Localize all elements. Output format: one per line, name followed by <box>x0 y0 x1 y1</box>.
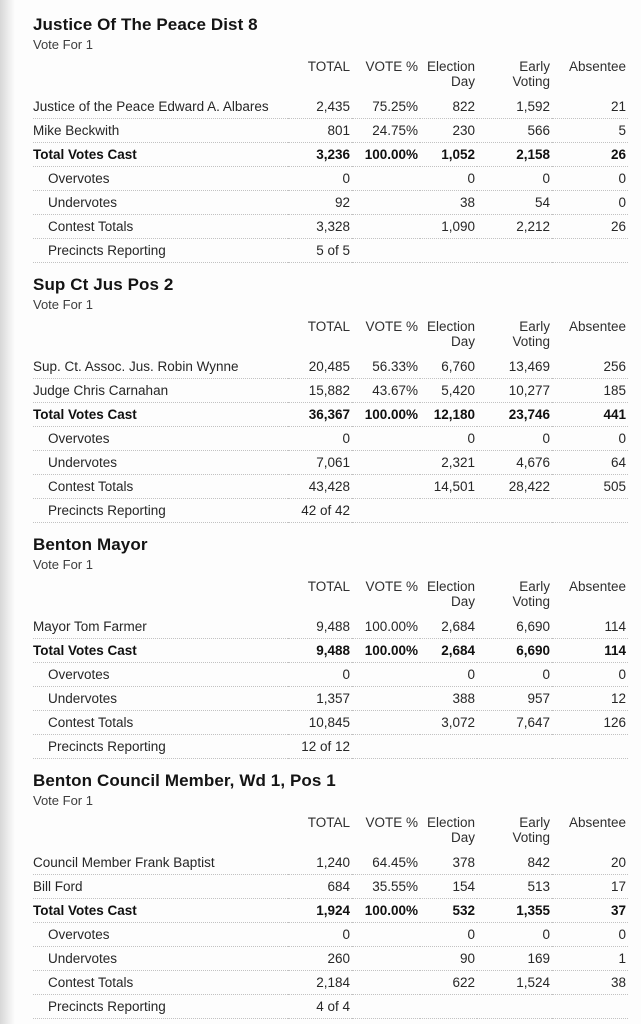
value-election-day: 0 <box>420 167 477 191</box>
value-election-day: 90 <box>420 947 477 971</box>
column-header-absentee <box>552 317 628 355</box>
value-election-day: 822 <box>420 95 477 119</box>
value-vote-pct <box>352 191 420 215</box>
value-early-voting: 2,158 <box>477 143 552 167</box>
value-election-day: 12,180 <box>420 403 477 427</box>
column-header-total <box>288 57 352 95</box>
value-vote-pct: 35.55% <box>352 875 420 899</box>
value-election-day: 0 <box>420 923 477 947</box>
column-header-line1: Early <box>519 59 550 74</box>
table-row <box>33 947 628 971</box>
value-early-voting <box>477 239 552 263</box>
value-absentee: 26 <box>552 143 628 167</box>
table-row <box>33 451 628 475</box>
column-header-line1: Early <box>519 815 550 830</box>
row-label: Justice of the Peace Edward A. Albares <box>33 95 288 119</box>
value-early-voting: 842 <box>477 851 552 875</box>
value-total: 0 <box>288 923 352 947</box>
value-absentee: 441 <box>552 403 628 427</box>
row-label: Sup. Ct. Assoc. Jus. Robin Wynne <box>33 355 288 379</box>
table-row <box>33 663 628 687</box>
value-vote-pct <box>352 215 420 239</box>
value-early-voting: 1,524 <box>477 971 552 995</box>
table-row <box>33 499 628 523</box>
row-label: Contest Totals <box>33 971 288 995</box>
value-total: 4 of 4 <box>288 995 352 1019</box>
value-early-voting: 10,277 <box>477 379 552 403</box>
value-election-day <box>420 239 477 263</box>
value-absentee: 17 <box>552 875 628 899</box>
value-election-day: 3,072 <box>420 711 477 735</box>
value-vote-pct <box>352 971 420 995</box>
column-header-early-voting <box>477 813 552 851</box>
scan-edge-shading <box>0 0 15 1024</box>
column-header-line2: Day <box>450 74 475 89</box>
value-absentee: 38 <box>552 971 628 995</box>
column-header-election-day <box>420 57 477 95</box>
value-election-day: 2,321 <box>420 451 477 475</box>
value-vote-pct <box>352 711 420 735</box>
value-early-voting: 169 <box>477 947 552 971</box>
value-election-day: 0 <box>420 427 477 451</box>
value-vote-pct: 56.33% <box>352 355 420 379</box>
row-label: Overvotes <box>33 167 288 191</box>
value-vote-pct <box>352 663 420 687</box>
value-early-voting: 957 <box>477 687 552 711</box>
row-label-column-header <box>33 57 288 95</box>
value-total: 5 of 5 <box>288 239 352 263</box>
value-total: 3,328 <box>288 215 352 239</box>
value-early-voting: 13,469 <box>477 355 552 379</box>
value-election-day: 0 <box>420 663 477 687</box>
value-total: 20,485 <box>288 355 352 379</box>
table-row <box>33 875 628 899</box>
value-election-day: 2,684 <box>420 615 477 639</box>
column-header-line1: TOTAL <box>307 59 350 74</box>
value-early-voting: 1,592 <box>477 95 552 119</box>
value-absentee: 505 <box>552 475 628 499</box>
value-election-day <box>420 995 477 1019</box>
value-total: 684 <box>288 875 352 899</box>
value-total: 0 <box>288 427 352 451</box>
column-header-row <box>33 57 628 95</box>
table-row <box>33 687 628 711</box>
vote-for-label: Vote For 1 <box>33 297 93 312</box>
table-row <box>33 355 628 379</box>
column-header-line1: TOTAL <box>307 319 350 334</box>
table-row <box>33 427 628 451</box>
column-header-line1: Election <box>426 579 475 594</box>
row-label: Total Votes Cast <box>33 639 288 663</box>
value-vote-pct <box>352 475 420 499</box>
value-vote-pct <box>352 947 420 971</box>
column-header-line1: Election <box>426 319 475 334</box>
contest-sections <box>33 15 628 1019</box>
vote-for-label: Vote For 1 <box>33 793 93 808</box>
value-election-day: 1,052 <box>420 143 477 167</box>
table-row <box>33 615 628 639</box>
row-label: Overvotes <box>33 663 288 687</box>
value-absentee: 0 <box>552 663 628 687</box>
value-vote-pct: 100.00% <box>352 899 420 923</box>
column-header-election-day <box>420 577 477 615</box>
row-label: Contest Totals <box>33 475 288 499</box>
value-total: 3,236 <box>288 143 352 167</box>
column-header-absentee <box>552 577 628 615</box>
table-row <box>33 995 628 1019</box>
value-total: 2,184 <box>288 971 352 995</box>
value-election-day: 230 <box>420 119 477 143</box>
value-total: 36,367 <box>288 403 352 427</box>
row-label: Undervotes <box>33 451 288 475</box>
value-total: 0 <box>288 663 352 687</box>
table-row <box>33 95 628 119</box>
row-label: Precincts Reporting <box>33 995 288 1019</box>
value-early-voting: 1,355 <box>477 899 552 923</box>
table-row <box>33 191 628 215</box>
row-label-column-header <box>33 813 288 851</box>
table-row <box>33 923 628 947</box>
contest-section <box>33 535 628 759</box>
value-total: 9,488 <box>288 615 352 639</box>
value-total: 0 <box>288 167 352 191</box>
value-election-day <box>420 735 477 759</box>
row-label: Mike Beckwith <box>33 119 288 143</box>
column-header-line2: Voting <box>512 594 550 609</box>
value-absentee: 126 <box>552 711 628 735</box>
row-label: Contest Totals <box>33 711 288 735</box>
table-row <box>33 851 628 875</box>
column-header-total <box>288 317 352 355</box>
table-row <box>33 239 628 263</box>
column-header-line1: Absentee <box>568 815 626 830</box>
value-early-voting <box>477 499 552 523</box>
table-row <box>33 899 628 923</box>
column-header-early-voting <box>477 577 552 615</box>
value-election-day: 532 <box>420 899 477 923</box>
contest-section <box>33 275 628 523</box>
value-early-voting: 513 <box>477 875 552 899</box>
value-vote-pct <box>352 167 420 191</box>
contest-title: Sup Ct Jus Pos 2 <box>33 275 174 294</box>
row-label: Total Votes Cast <box>33 143 288 167</box>
value-election-day: 6,760 <box>420 355 477 379</box>
table-row <box>33 711 628 735</box>
column-header-row <box>33 317 628 355</box>
column-header-vote-pct <box>352 577 420 615</box>
value-election-day: 5,420 <box>420 379 477 403</box>
column-header-absentee <box>552 813 628 851</box>
row-label: Contest Totals <box>33 215 288 239</box>
value-absentee: 256 <box>552 355 628 379</box>
value-vote-pct <box>352 995 420 1019</box>
value-vote-pct <box>352 687 420 711</box>
value-election-day: 2,684 <box>420 639 477 663</box>
row-label: Mayor Tom Farmer <box>33 615 288 639</box>
column-header-line2: Voting <box>512 830 550 845</box>
results-table <box>33 813 628 1019</box>
table-row <box>33 119 628 143</box>
column-header-line2: Voting <box>512 334 550 349</box>
value-early-voting: 4,676 <box>477 451 552 475</box>
value-absentee: 1 <box>552 947 628 971</box>
table-row <box>33 379 628 403</box>
value-absentee: 5 <box>552 119 628 143</box>
row-label: Undervotes <box>33 191 288 215</box>
row-label: Undervotes <box>33 687 288 711</box>
value-early-voting: 0 <box>477 923 552 947</box>
contest-section <box>33 771 628 1019</box>
value-vote-pct <box>352 735 420 759</box>
row-label-column-header <box>33 577 288 615</box>
table-row <box>33 403 628 427</box>
table-row <box>33 475 628 499</box>
value-total: 1,924 <box>288 899 352 923</box>
column-header-line1: Absentee <box>568 59 626 74</box>
column-header-line1: VOTE % <box>365 319 418 334</box>
value-early-voting: 28,422 <box>477 475 552 499</box>
column-header-election-day <box>420 317 477 355</box>
value-vote-pct <box>352 451 420 475</box>
value-vote-pct <box>352 923 420 947</box>
table-row <box>33 971 628 995</box>
value-early-voting <box>477 995 552 1019</box>
value-absentee <box>552 735 628 759</box>
value-vote-pct: 24.75% <box>352 119 420 143</box>
value-total: 12 of 12 <box>288 735 352 759</box>
value-total: 9,488 <box>288 639 352 663</box>
value-absentee: 0 <box>552 427 628 451</box>
value-early-voting: 2,212 <box>477 215 552 239</box>
column-header-total <box>288 577 352 615</box>
vote-for-label: Vote For 1 <box>33 557 93 572</box>
column-header-line1: TOTAL <box>307 815 350 830</box>
value-election-day <box>420 499 477 523</box>
row-label: Precincts Reporting <box>33 499 288 523</box>
column-header-line1: Early <box>519 319 550 334</box>
row-label: Undervotes <box>33 947 288 971</box>
row-label: Overvotes <box>33 923 288 947</box>
column-header-early-voting <box>477 57 552 95</box>
row-label: Total Votes Cast <box>33 899 288 923</box>
column-header-absentee <box>552 57 628 95</box>
row-label: Bill Ford <box>33 875 288 899</box>
table-row <box>33 143 628 167</box>
column-header-line1: VOTE % <box>365 59 418 74</box>
value-early-voting: 6,690 <box>477 639 552 663</box>
column-header-line1: VOTE % <box>365 815 418 830</box>
table-row <box>33 167 628 191</box>
value-absentee: 12 <box>552 687 628 711</box>
value-early-voting: 6,690 <box>477 615 552 639</box>
value-total: 7,061 <box>288 451 352 475</box>
value-election-day: 388 <box>420 687 477 711</box>
table-row <box>33 215 628 239</box>
value-early-voting: 0 <box>477 663 552 687</box>
column-header-row <box>33 813 628 851</box>
contest-title: Justice Of The Peace Dist 8 <box>33 15 258 34</box>
column-header-line1: Absentee <box>568 319 626 334</box>
column-header-total <box>288 813 352 851</box>
value-absentee: 64 <box>552 451 628 475</box>
value-absentee: 37 <box>552 899 628 923</box>
value-vote-pct: 100.00% <box>352 403 420 427</box>
row-label: Judge Chris Carnahan <box>33 379 288 403</box>
results-table <box>33 577 628 759</box>
value-vote-pct: 100.00% <box>352 639 420 663</box>
table-row <box>33 735 628 759</box>
column-header-line2: Day <box>450 334 475 349</box>
column-header-line1: Absentee <box>568 579 626 594</box>
row-label: Overvotes <box>33 427 288 451</box>
value-total: 10,845 <box>288 711 352 735</box>
value-early-voting: 0 <box>477 167 552 191</box>
column-header-line2: Voting <box>512 74 550 89</box>
value-absentee <box>552 499 628 523</box>
results-table <box>33 317 628 523</box>
row-label: Precincts Reporting <box>33 239 288 263</box>
value-vote-pct <box>352 427 420 451</box>
value-total: 92 <box>288 191 352 215</box>
value-vote-pct: 75.25% <box>352 95 420 119</box>
value-absentee: 20 <box>552 851 628 875</box>
value-election-day: 1,090 <box>420 215 477 239</box>
value-absentee: 0 <box>552 191 628 215</box>
results-table <box>33 57 628 263</box>
value-early-voting: 0 <box>477 427 552 451</box>
value-vote-pct <box>352 499 420 523</box>
value-total: 1,240 <box>288 851 352 875</box>
column-header-early-voting <box>477 317 552 355</box>
value-election-day: 38 <box>420 191 477 215</box>
value-election-day: 622 <box>420 971 477 995</box>
column-header-vote-pct <box>352 813 420 851</box>
value-early-voting: 566 <box>477 119 552 143</box>
value-election-day: 154 <box>420 875 477 899</box>
value-total: 2,435 <box>288 95 352 119</box>
value-vote-pct: 100.00% <box>352 143 420 167</box>
column-header-vote-pct <box>352 57 420 95</box>
contest-title: Benton Council Member, Wd 1, Pos 1 <box>33 771 336 790</box>
value-absentee: 185 <box>552 379 628 403</box>
value-vote-pct: 100.00% <box>352 615 420 639</box>
column-header-vote-pct <box>352 317 420 355</box>
value-absentee: 26 <box>552 215 628 239</box>
column-header-row <box>33 577 628 615</box>
contest-section <box>33 15 628 263</box>
value-election-day: 14,501 <box>420 475 477 499</box>
table-row <box>33 639 628 663</box>
value-absentee: 21 <box>552 95 628 119</box>
value-early-voting: 23,746 <box>477 403 552 427</box>
column-header-line1: TOTAL <box>307 579 350 594</box>
column-header-line1: Early <box>519 579 550 594</box>
value-absentee: 114 <box>552 615 628 639</box>
row-label: Precincts Reporting <box>33 735 288 759</box>
value-total: 801 <box>288 119 352 143</box>
value-absentee: 114 <box>552 639 628 663</box>
value-early-voting: 7,647 <box>477 711 552 735</box>
value-early-voting: 54 <box>477 191 552 215</box>
column-header-line1: VOTE % <box>365 579 418 594</box>
value-vote-pct: 43.67% <box>352 379 420 403</box>
value-absentee <box>552 239 628 263</box>
value-total: 15,882 <box>288 379 352 403</box>
column-header-line1: Election <box>426 59 475 74</box>
row-label: Council Member Frank Baptist <box>33 851 288 875</box>
value-total: 260 <box>288 947 352 971</box>
row-label: Total Votes Cast <box>33 403 288 427</box>
column-header-line2: Day <box>450 594 475 609</box>
value-absentee <box>552 995 628 1019</box>
value-total: 42 of 42 <box>288 499 352 523</box>
column-header-line1: Election <box>426 815 475 830</box>
value-total: 1,357 <box>288 687 352 711</box>
value-absentee: 0 <box>552 167 628 191</box>
column-header-line2: Day <box>450 830 475 845</box>
value-total: 43,428 <box>288 475 352 499</box>
column-header-election-day <box>420 813 477 851</box>
contest-title: Benton Mayor <box>33 535 148 554</box>
value-vote-pct: 64.45% <box>352 851 420 875</box>
value-early-voting <box>477 735 552 759</box>
value-absentee: 0 <box>552 923 628 947</box>
value-election-day: 378 <box>420 851 477 875</box>
vote-for-label: Vote For 1 <box>33 37 93 52</box>
row-label-column-header <box>33 317 288 355</box>
value-vote-pct <box>352 239 420 263</box>
